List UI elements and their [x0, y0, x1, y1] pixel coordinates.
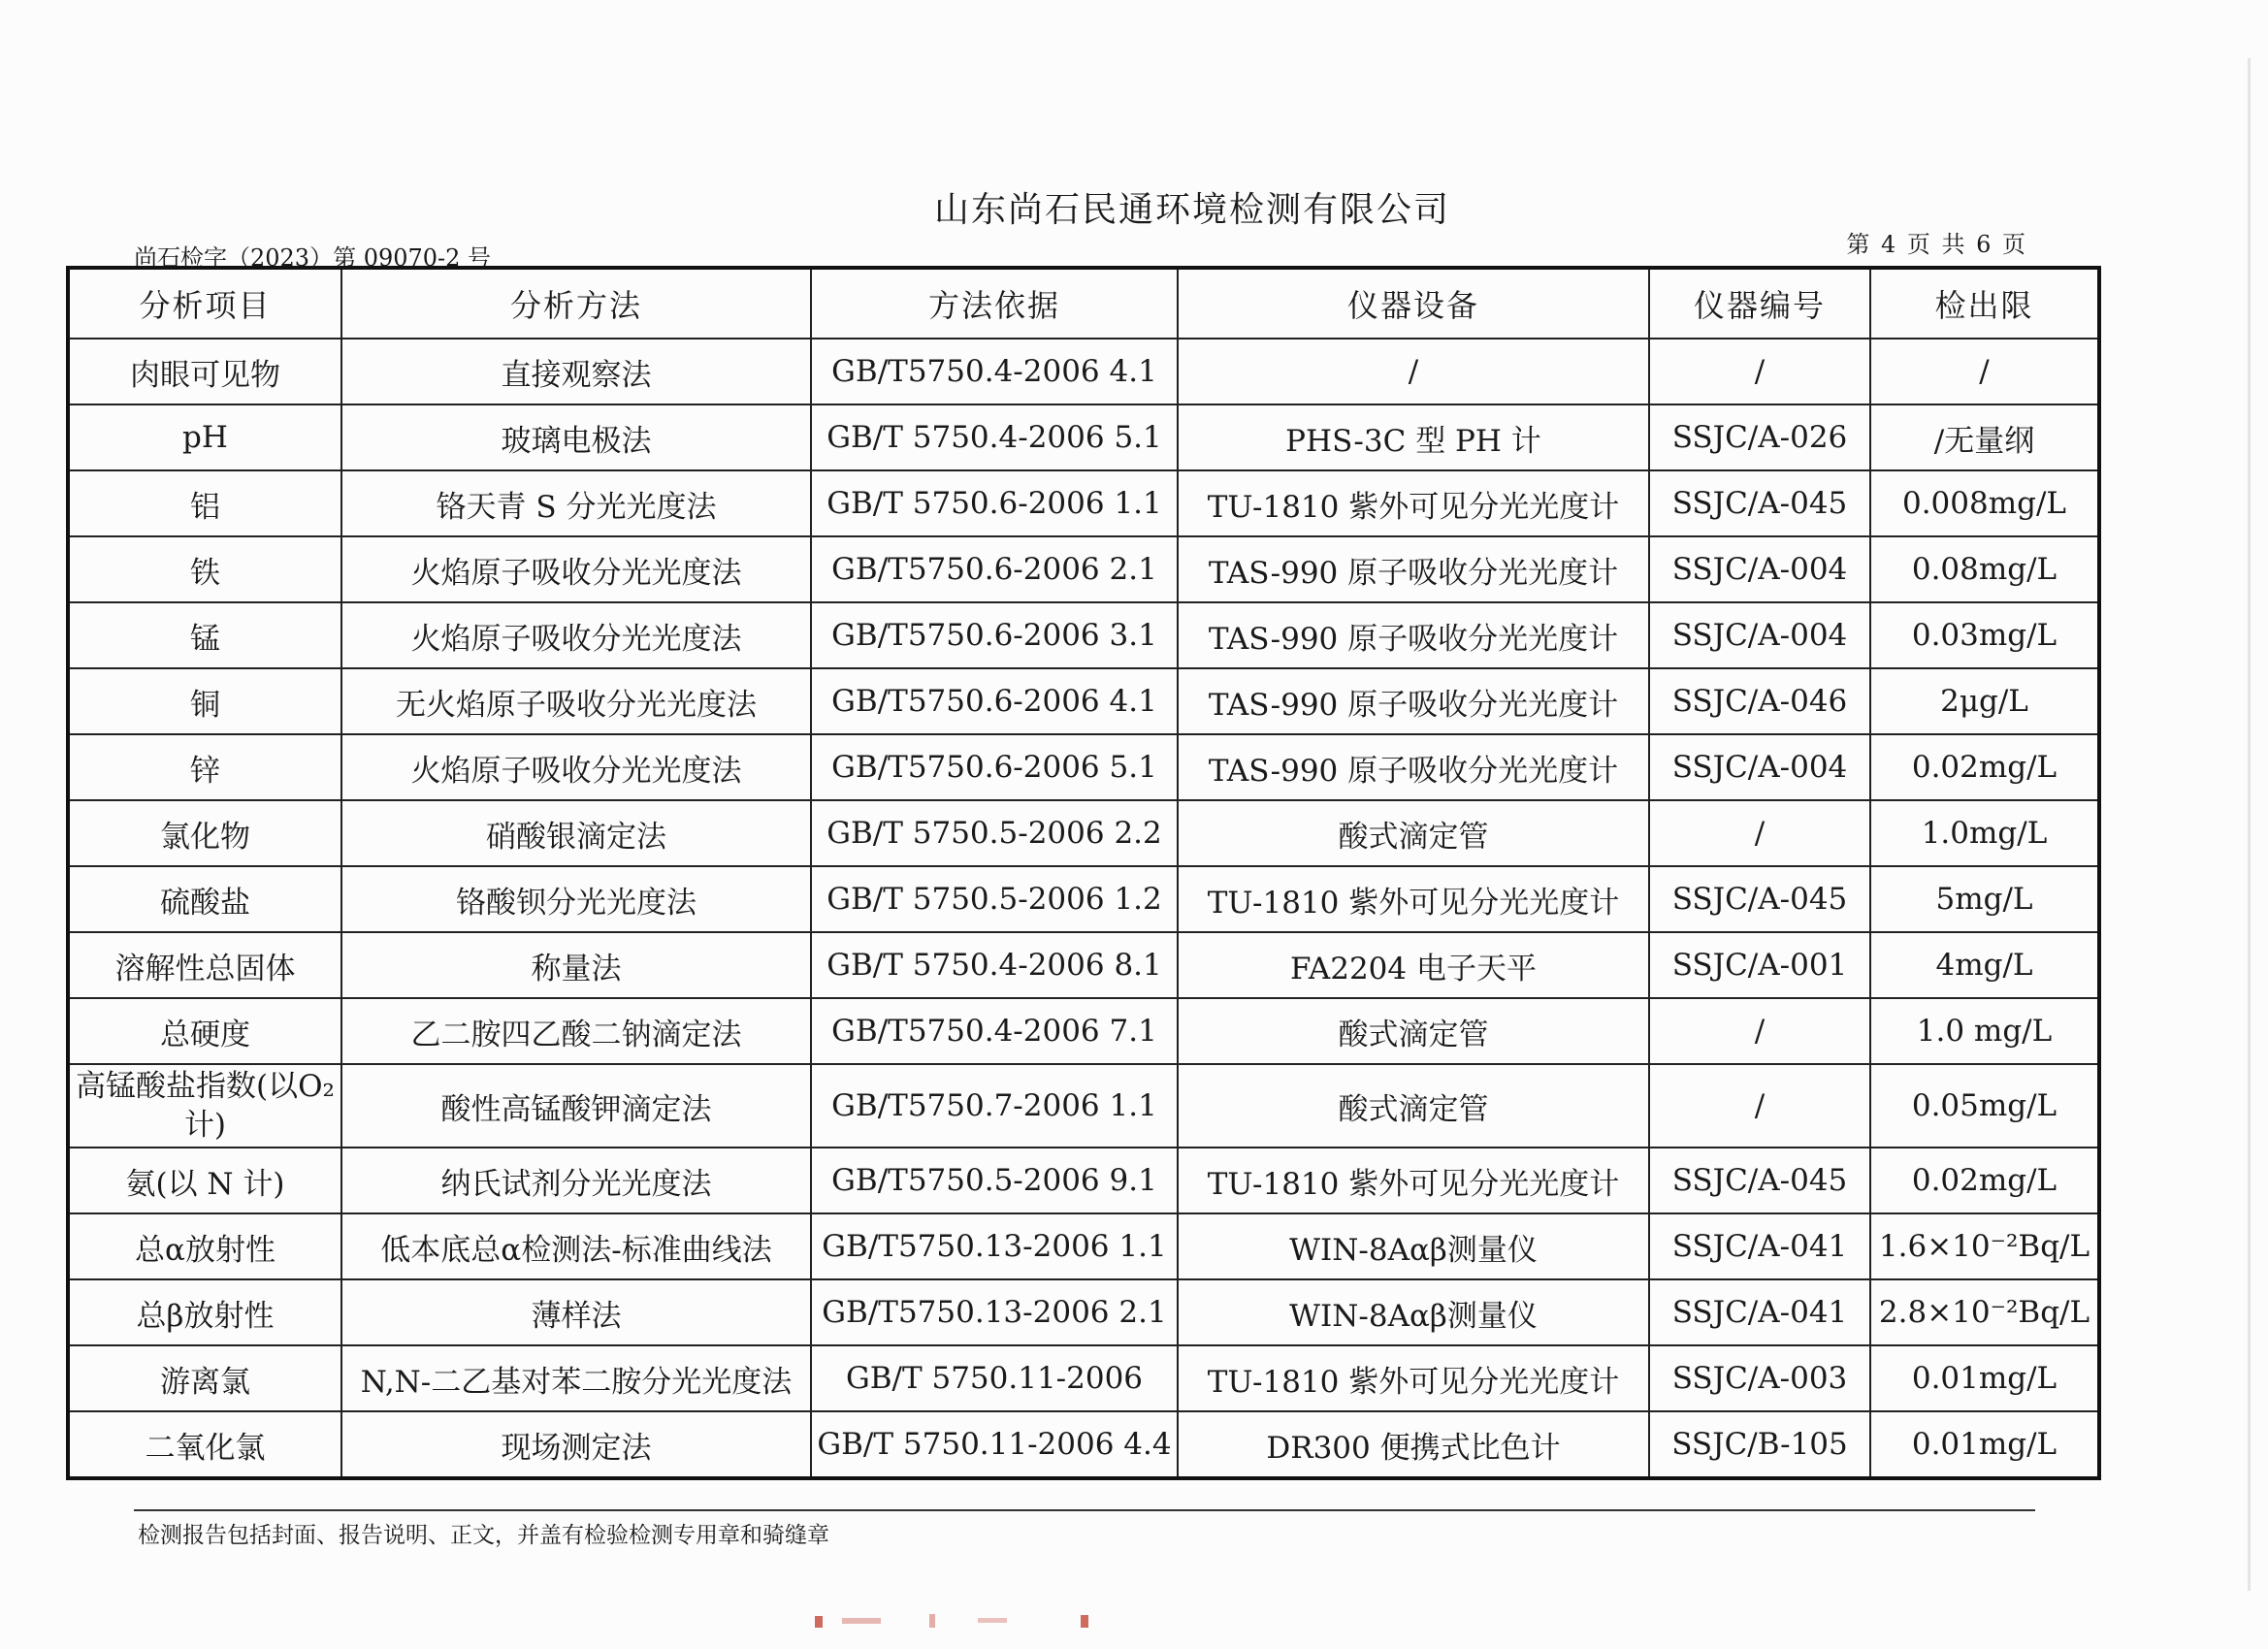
cell-instrument-no: SSJC/A-004: [1649, 734, 1870, 800]
cell-standard: GB/T5750.6-2006 2.1: [811, 536, 1178, 602]
page-indicator: 第 4 页 共 6 页: [1846, 231, 2027, 258]
cell-limit: /无量纲: [1870, 404, 2099, 470]
cell-item: 铝: [68, 470, 341, 536]
cell-instrument: TU-1810 紫外可见分光光度计: [1178, 1345, 1649, 1411]
cell-method: 硝酸银滴定法: [341, 800, 811, 866]
cell-instrument-no: SSJC/A-003: [1649, 1345, 1870, 1411]
cell-method: 火焰原子吸收分光光度法: [341, 734, 811, 800]
cell-instrument-no: /: [1649, 998, 1870, 1064]
cell-standard: GB/T5750.6-2006 3.1: [811, 602, 1178, 668]
cell-item: 氨(以 N 计): [68, 1148, 341, 1213]
cell-limit: 0.02mg/L: [1870, 734, 2099, 800]
cell-method: 火焰原子吸收分光光度法: [341, 602, 811, 668]
table-row: [68, 998, 2099, 1064]
table-row: [68, 1411, 2099, 1478]
cell-method: N,N-二乙基对苯二胺分光光度法: [341, 1345, 811, 1411]
cell-item: 铜: [68, 668, 341, 734]
cell-instrument: TAS-990 原子吸收分光光度计: [1178, 668, 1649, 734]
cell-method: 酸性高锰酸钾滴定法: [341, 1064, 811, 1148]
column-header-instrument: 仪器设备: [1178, 268, 1649, 339]
cell-method: 铬天青 S 分光光度法: [341, 470, 811, 536]
cell-item: 硫酸盐: [68, 866, 341, 932]
cell-standard: GB/T5750.4-2006 4.1: [811, 339, 1178, 404]
cell-method: 低本底总α检测法-标准曲线法: [341, 1213, 811, 1279]
cell-instrument: FA2204 电子天平: [1178, 932, 1649, 998]
cell-instrument-no: SSJC/A-045: [1649, 470, 1870, 536]
cell-instrument: PHS-3C 型 PH 计: [1178, 404, 1649, 470]
cell-instrument-no: SSJC/A-001: [1649, 932, 1870, 998]
table-row: [68, 536, 2099, 602]
cell-method: 无火焰原子吸收分光光度法: [341, 668, 811, 734]
cell-instrument-no: SSJC/A-026: [1649, 404, 1870, 470]
cell-limit: 1.6×10⁻²Bq/L: [1870, 1213, 2099, 1279]
cell-method: 玻璃电极法: [341, 404, 811, 470]
cell-limit: 1.0mg/L: [1870, 800, 2099, 866]
cell-item: 肉眼可见物: [68, 339, 341, 404]
cell-limit: 2μg/L: [1870, 668, 2099, 734]
table-row: [68, 470, 2099, 536]
cell-instrument-no: /: [1649, 339, 1870, 404]
cell-instrument: WIN-8Aαβ测量仪: [1178, 1213, 1649, 1279]
cell-limit: 0.03mg/L: [1870, 602, 2099, 668]
column-header-instrument-no: 仪器编号: [1649, 268, 1870, 339]
table-row: [68, 1064, 2099, 1148]
cell-instrument-no: SSJC/A-046: [1649, 668, 1870, 734]
cell-instrument-no: SSJC/A-045: [1649, 1148, 1870, 1213]
cell-instrument: 酸式滴定管: [1178, 800, 1649, 866]
cell-item: 铁: [68, 536, 341, 602]
cell-instrument: TU-1810 紫外可见分光光度计: [1178, 1148, 1649, 1213]
cell-item: 游离氯: [68, 1345, 341, 1411]
table-row: [68, 1213, 2099, 1279]
column-header-standard: 方法依据: [811, 268, 1178, 339]
cell-item: pH: [68, 404, 341, 470]
cell-instrument-no: SSJC/A-041: [1649, 1279, 1870, 1345]
table-row: [68, 404, 2099, 470]
cell-limit: 2.8×10⁻²Bq/L: [1870, 1279, 2099, 1345]
cell-method: 直接观察法: [341, 339, 811, 404]
cell-instrument-no: SSJC/A-041: [1649, 1213, 1870, 1279]
cell-limit: 0.02mg/L: [1870, 1148, 2099, 1213]
cell-item: 氯化物: [68, 800, 341, 866]
cell-item: 总β放射性: [68, 1279, 341, 1345]
cell-instrument: 酸式滴定管: [1178, 998, 1649, 1064]
analysis-methods-table: [66, 266, 2101, 1480]
cell-instrument: WIN-8Aαβ测量仪: [1178, 1279, 1649, 1345]
column-header-item: 分析项目: [68, 268, 341, 339]
cell-instrument-no: SSJC/A-045: [1649, 866, 1870, 932]
cell-standard: GB/T 5750.11-2006 4.4: [811, 1411, 1178, 1478]
cell-standard: GB/T 5750.11-2006: [811, 1345, 1178, 1411]
cell-instrument: TAS-990 原子吸收分光光度计: [1178, 536, 1649, 602]
table-row: [68, 866, 2099, 932]
table-row: [68, 800, 2099, 866]
cell-method: 现场测定法: [341, 1411, 811, 1478]
footer-note: 检测报告包括封面、报告说明、正文，并盖有检验检测专用章和骑缝章: [138, 1523, 829, 1548]
table-row: [68, 1279, 2099, 1345]
cell-method: 纳氏试剂分光光度法: [341, 1148, 811, 1213]
cell-item: 总α放射性: [68, 1213, 341, 1279]
cell-limit: 4mg/L: [1870, 932, 2099, 998]
cell-instrument-no: /: [1649, 800, 1870, 866]
cell-instrument: TU-1810 紫外可见分光光度计: [1178, 470, 1649, 536]
cell-instrument-no: SSJC/A-004: [1649, 602, 1870, 668]
cell-standard: GB/T5750.7-2006 1.1: [811, 1064, 1178, 1148]
cell-limit: 0.08mg/L: [1870, 536, 2099, 602]
cell-standard: GB/T 5750.4-2006 8.1: [811, 932, 1178, 998]
cell-limit: 0.05mg/L: [1870, 1064, 2099, 1148]
cell-method: 火焰原子吸收分光光度法: [341, 536, 811, 602]
cell-instrument-no: /: [1649, 1064, 1870, 1148]
footer-divider: [134, 1509, 2035, 1511]
cell-standard: GB/T5750.13-2006 1.1: [811, 1213, 1178, 1279]
cell-instrument: 酸式滴定管: [1178, 1064, 1649, 1148]
table-row: [68, 602, 2099, 668]
table-row: [68, 734, 2099, 800]
cell-instrument: TAS-990 原子吸收分光光度计: [1178, 734, 1649, 800]
report-number: 尚石检字（2023）第 09070-2 号: [134, 244, 492, 272]
page-edge-shadow: [2248, 58, 2251, 1591]
cell-item: 锌: [68, 734, 341, 800]
column-header-limit: 检出限: [1870, 268, 2099, 339]
cell-standard: GB/T5750.5-2006 9.1: [811, 1148, 1178, 1213]
cell-method: 称量法: [341, 932, 811, 998]
table-row: [68, 668, 2099, 734]
cell-limit: 0.008mg/L: [1870, 470, 2099, 536]
cell-instrument: /: [1178, 339, 1649, 404]
cell-method: 薄样法: [341, 1279, 811, 1345]
cell-instrument-no: SSJC/A-004: [1649, 536, 1870, 602]
cell-limit: 1.0 mg/L: [1870, 998, 2099, 1064]
cell-limit: 0.01mg/L: [1870, 1345, 2099, 1411]
cell-instrument: TU-1810 紫外可见分光光度计: [1178, 866, 1649, 932]
cell-limit: /: [1870, 339, 2099, 404]
cell-instrument: DR300 便携式比色计: [1178, 1411, 1649, 1478]
cell-limit: 5mg/L: [1870, 866, 2099, 932]
table-row: [68, 1148, 2099, 1213]
cell-standard: GB/T5750.6-2006 4.1: [811, 668, 1178, 734]
table-header-row: [68, 268, 2099, 339]
company-title: 山东尚石民通环境检测有限公司: [933, 190, 1450, 230]
cell-limit: 0.01mg/L: [1870, 1411, 2099, 1478]
table-row: [68, 1345, 2099, 1411]
cell-item: 溶解性总固体: [68, 932, 341, 998]
cell-item: 二氧化氯: [68, 1411, 341, 1478]
cell-item: 高锰酸盐指数(以O₂计): [68, 1064, 341, 1148]
cell-standard: GB/T5750.6-2006 5.1: [811, 734, 1178, 800]
cell-standard: GB/T 5750.4-2006 5.1: [811, 404, 1178, 470]
seal-fragment-icon: [813, 1610, 1104, 1632]
cell-standard: GB/T 5750.5-2006 1.2: [811, 866, 1178, 932]
table-row: [68, 339, 2099, 404]
cell-method: 铬酸钡分光光度法: [341, 866, 811, 932]
cell-standard: GB/T 5750.6-2006 1.1: [811, 470, 1178, 536]
cell-item: 总硬度: [68, 998, 341, 1064]
cell-method: 乙二胺四乙酸二钠滴定法: [341, 998, 811, 1064]
cell-item: 锰: [68, 602, 341, 668]
cell-standard: GB/T5750.4-2006 7.1: [811, 998, 1178, 1064]
column-header-method: 分析方法: [341, 268, 811, 339]
cell-instrument-no: SSJC/B-105: [1649, 1411, 1870, 1478]
cell-instrument: TAS-990 原子吸收分光光度计: [1178, 602, 1649, 668]
cell-standard: GB/T5750.13-2006 2.1: [811, 1279, 1178, 1345]
table-row: [68, 932, 2099, 998]
cell-standard: GB/T 5750.5-2006 2.2: [811, 800, 1178, 866]
